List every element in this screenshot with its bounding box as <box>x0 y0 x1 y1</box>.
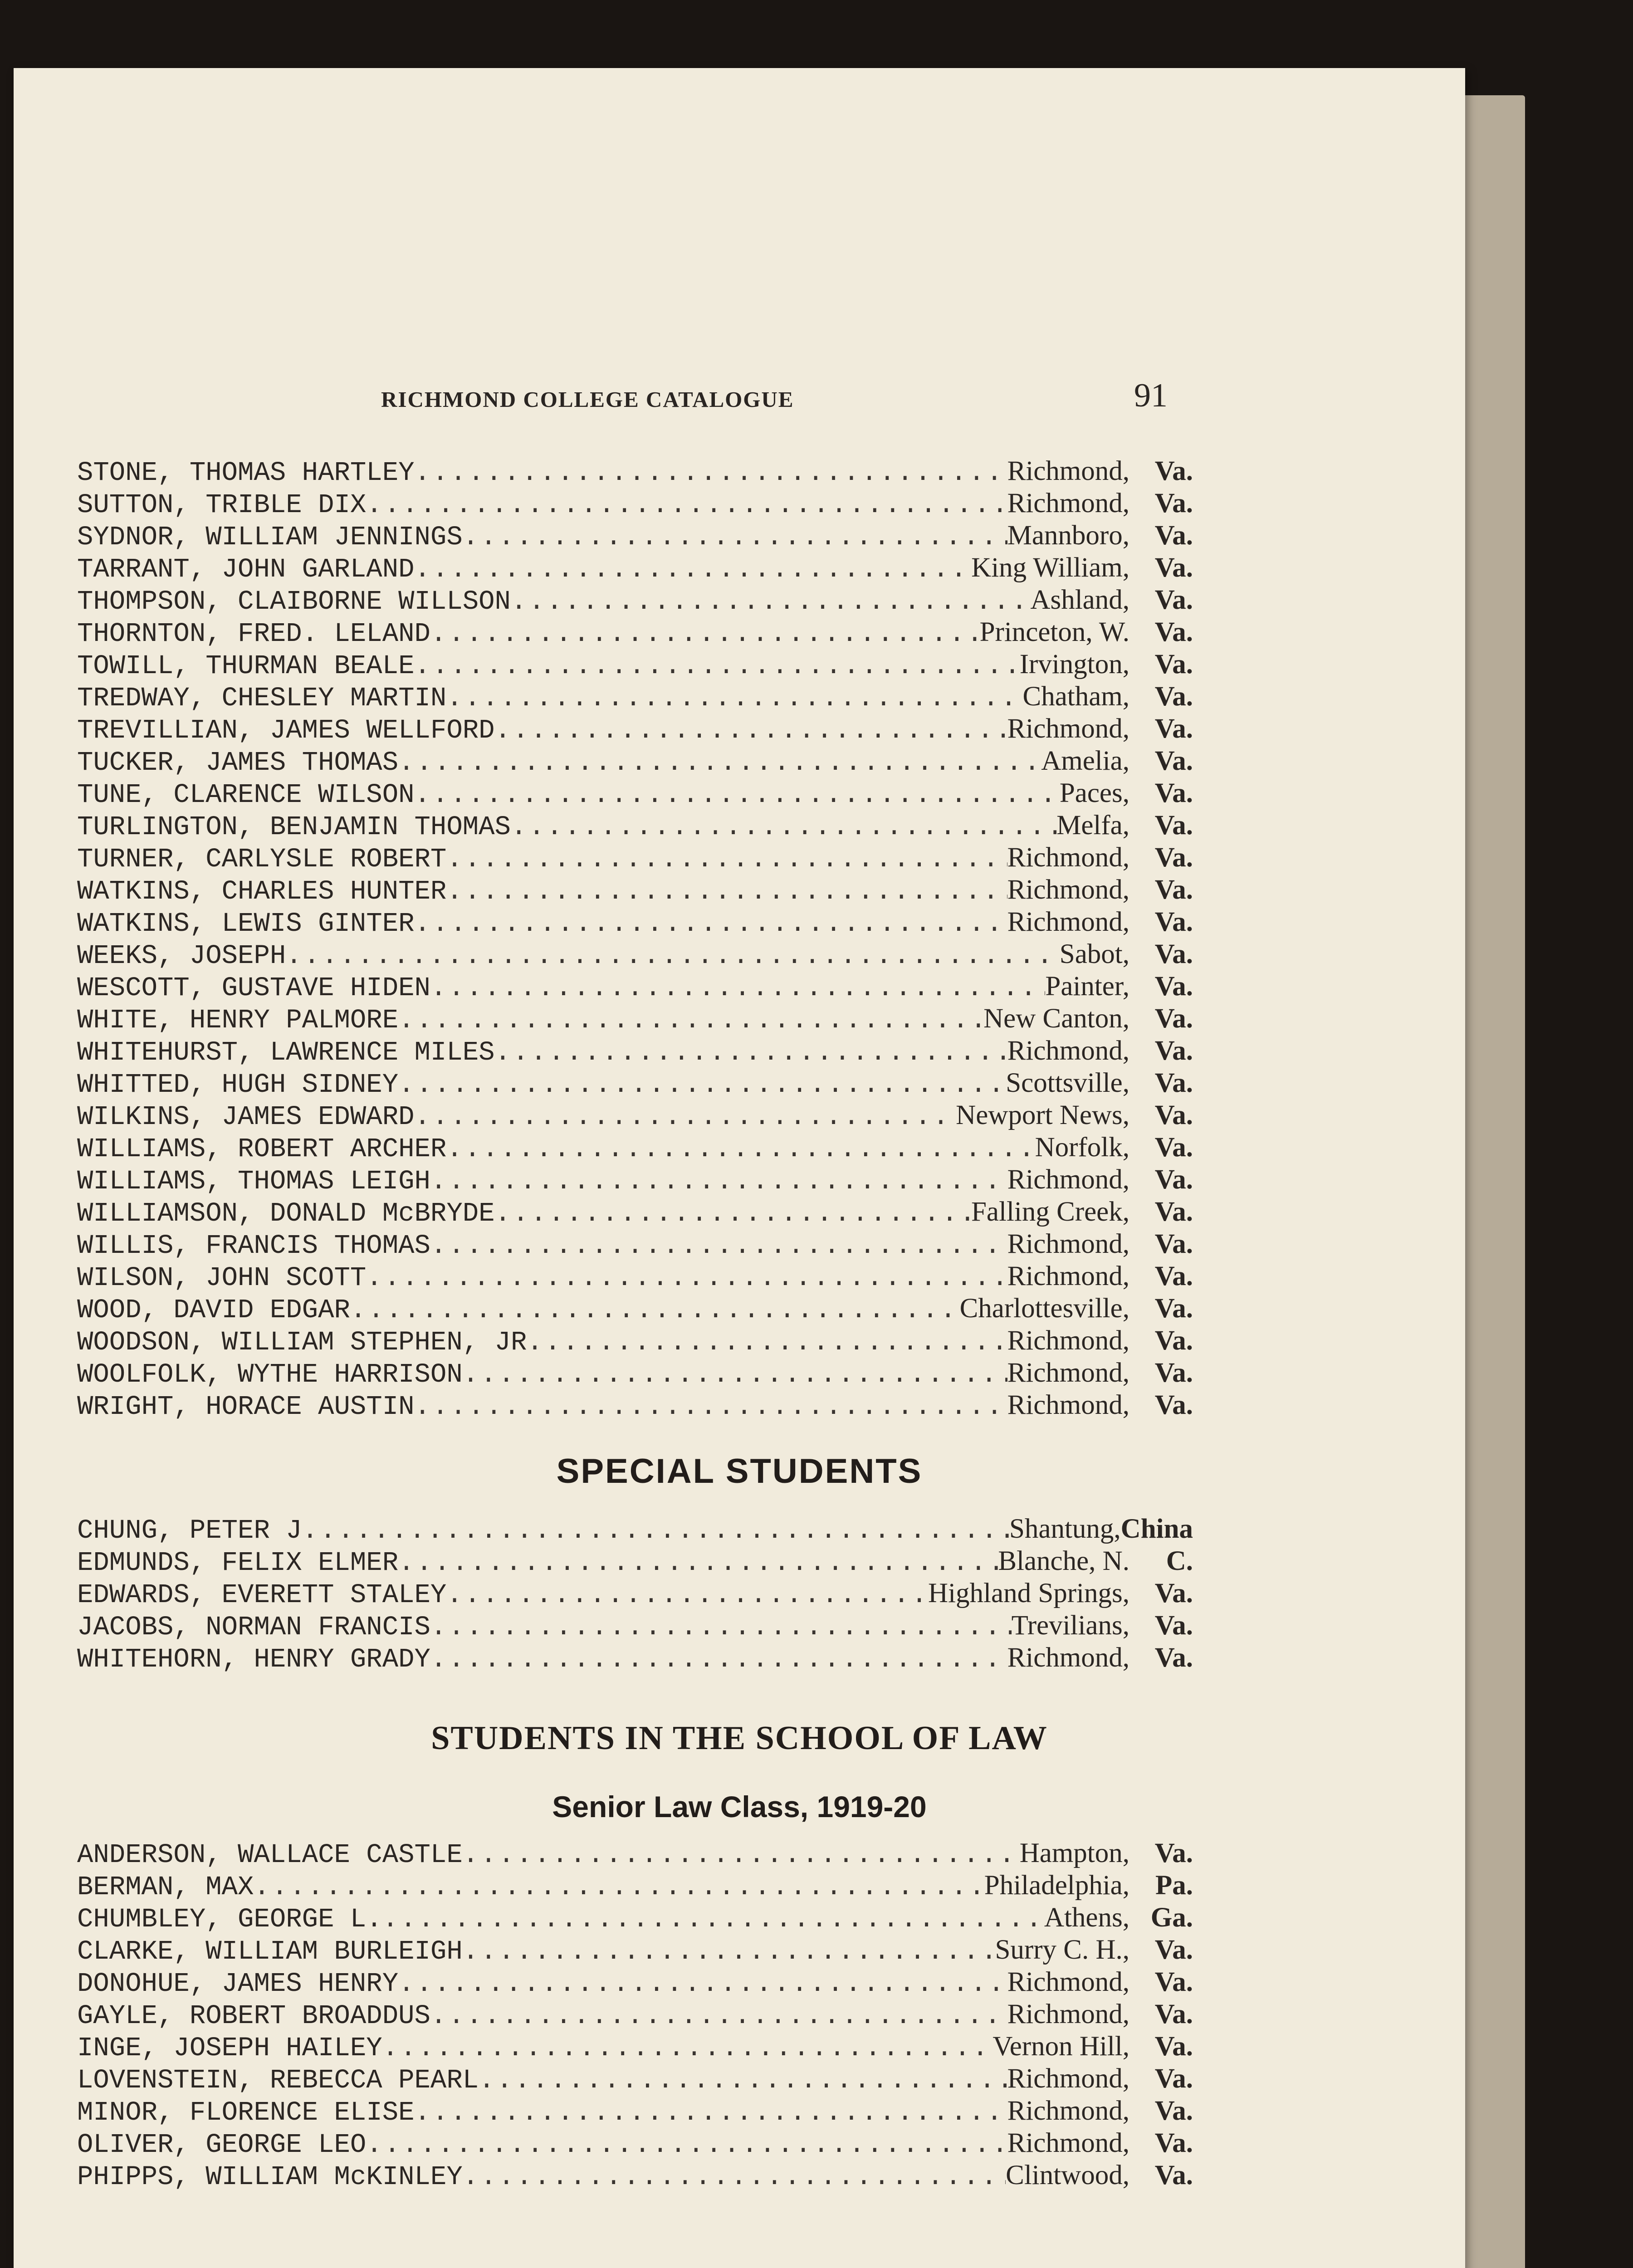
state-abbrev: Va. <box>1154 842 1193 873</box>
state-abbrev: Va. <box>1154 488 1193 518</box>
leader-dots <box>415 457 1007 487</box>
leader-dots <box>479 2064 1007 2095</box>
list-item <box>77 1067 1193 1099</box>
list-item <box>77 1260 1193 1292</box>
leader-dots <box>382 2032 993 2063</box>
place-name: Princeton, W. <box>979 617 1129 647</box>
leader-dots <box>527 1326 1007 1357</box>
state-abbrev: Va. <box>1154 1610 1193 1641</box>
catalogue-page <box>14 68 1465 2268</box>
leader-dots <box>495 1036 1007 1067</box>
leader-dots <box>398 1004 983 1035</box>
list-item <box>77 2063 1193 2095</box>
state-abbrev: Va. <box>1154 1358 1193 1388</box>
leader-dots <box>495 1198 971 1228</box>
place-name: Scottsville, <box>1006 1068 1129 1098</box>
special-student-list <box>77 1513 1193 1674</box>
student-name: TUNE, CLARENCE WILSON <box>77 780 415 809</box>
list-item <box>77 2095 1193 2127</box>
leader-dots <box>446 1579 928 1609</box>
list-item <box>77 455 1193 487</box>
leader-dots <box>415 779 1060 809</box>
list-item <box>77 2159 1193 2191</box>
student-name: TOWILL, THURMAN BEALE <box>77 651 415 680</box>
state-abbrev: Va. <box>1154 552 1193 583</box>
place-name: Highland Springs, <box>928 1578 1129 1608</box>
place-name: Richmond, <box>1007 1358 1129 1388</box>
state-abbrev: Va. <box>1154 1197 1193 1227</box>
student-name: WILLIAMSON, DONALD McBRYDE <box>77 1198 495 1228</box>
state-abbrev: C. <box>1166 1546 1193 1576</box>
student-name: CHUMBLEY, GEORGE L. <box>77 1904 382 1934</box>
state-abbrev: Va. <box>1154 1164 1193 1195</box>
list-item <box>77 938 1193 970</box>
place-name: Richmond, <box>1007 714 1129 744</box>
place-name: Vernon Hill, <box>993 2031 1129 2062</box>
place-name: Trevilians, <box>1011 1610 1129 1641</box>
leader-dots <box>430 1165 1007 1196</box>
state-abbrev: Va. <box>1154 1935 1193 1965</box>
state-abbrev: Va. <box>1154 2096 1193 2126</box>
state-abbrev: Va. <box>1154 2160 1193 2190</box>
student-name: WHITTED, HUGH SIDNEY <box>77 1070 399 1099</box>
list-item <box>77 1228 1193 1260</box>
list-item <box>77 809 1193 841</box>
state-abbrev: Va. <box>1154 1003 1193 1034</box>
state-abbrev: Va. <box>1154 939 1193 969</box>
leader-dots <box>398 1069 1006 1099</box>
leader-dots <box>366 489 1007 519</box>
student-name: WHITEHORN, HENRY GRADY <box>77 1644 430 1674</box>
list-item <box>77 1901 1193 1934</box>
place-name: Blanche, N. <box>998 1546 1129 1576</box>
list-item <box>77 616 1193 648</box>
list-item <box>77 1513 1193 1545</box>
list-item <box>77 1545 1193 1577</box>
student-name: WATKINS, LEWIS GINTER <box>77 909 415 938</box>
place-name: Richmond, <box>1007 2063 1129 2094</box>
student-name: SUTTON, TRIBLE DIX <box>77 490 367 519</box>
list-item <box>77 1002 1193 1035</box>
state-abbrev: Va. <box>1154 520 1193 551</box>
place-name: Richmond, <box>1007 2128 1129 2158</box>
place-name: Sabot, <box>1059 939 1129 969</box>
student-name: BERMAN, MAX <box>77 1872 254 1901</box>
law-student-list <box>77 1837 1193 2191</box>
state-abbrev: Va. <box>1154 1261 1193 1291</box>
leader-dots <box>495 714 1007 745</box>
state-abbrev: Va. <box>1154 585 1193 615</box>
place-name: Melfa, <box>1056 810 1129 841</box>
student-list <box>77 455 1193 1421</box>
state-abbrev: Va. <box>1154 1036 1193 1066</box>
state-abbrev: Va. <box>1154 1132 1193 1163</box>
place-name: Norfolk, <box>1035 1132 1129 1163</box>
place-name: Richmond, <box>1007 1325 1129 1356</box>
student-name: WILLIAMS, ROBERT ARCHER <box>77 1134 447 1163</box>
place-name: Mannboro, <box>1007 520 1129 551</box>
state-abbrev: Va. <box>1154 1068 1193 1098</box>
student-name: WILSON, JOHN SCOTT <box>77 1263 367 1292</box>
place-name: Amelia, <box>1041 746 1129 776</box>
list-item <box>77 777 1193 809</box>
list-item <box>77 2127 1193 2159</box>
list-item <box>77 713 1193 745</box>
leader-dots <box>398 1547 998 1577</box>
student-name: LOVENSTEIN, REBECCA PEARL <box>77 2065 479 2095</box>
student-name: ANDERSON, WALLACE CASTLE <box>77 1840 463 1869</box>
state-abbrev: Va. <box>1154 1838 1193 1868</box>
place-name: Richmond, <box>1007 1261 1129 1291</box>
leader-dots <box>430 1230 1007 1260</box>
list-item <box>77 745 1193 777</box>
place-name: Richmond, <box>1007 1999 1129 2029</box>
place-name: Richmond, <box>1007 1642 1129 1673</box>
place-name: Philadelphia, <box>984 1870 1129 1901</box>
state-abbrev: Va. <box>1154 2128 1193 2158</box>
place-name: Richmond, <box>1007 1164 1129 1195</box>
place-name: Richmond, <box>1007 1967 1129 1997</box>
student-name: THORNTON, FRED. LELAND <box>77 619 430 648</box>
list-item <box>77 1642 1193 1674</box>
place-name: Richmond, <box>1007 907 1129 937</box>
list-item <box>77 2030 1193 2063</box>
state-abbrev: Va. <box>1154 2031 1193 2062</box>
student-name: WILKINS, JAMES EDWARD <box>77 1102 415 1131</box>
list-item <box>77 1099 1193 1131</box>
list-item <box>77 1577 1193 1609</box>
state-abbrev: China <box>1120 1514 1193 1544</box>
list-item <box>77 1325 1193 1357</box>
law-school-heading: STUDENTS IN THE SCHOOL OF LAW <box>431 1720 1048 1757</box>
list-item <box>77 680 1193 713</box>
place-name: Richmond, <box>1007 1036 1129 1066</box>
state-abbrev: Va. <box>1154 1999 1193 2029</box>
leader-dots <box>350 1294 960 1325</box>
list-item <box>77 1131 1193 1163</box>
state-abbrev: Va. <box>1154 907 1193 937</box>
student-name: EDMUNDS, FELIX ELMER <box>77 1548 399 1577</box>
list-item <box>77 1389 1193 1421</box>
place-name: Richmond, <box>1007 488 1129 518</box>
leader-dots <box>398 1968 1007 1998</box>
student-name: WILLIAMS, THOMAS LEIGH <box>77 1166 430 1196</box>
list-item <box>77 1837 1193 1869</box>
state-abbrev: Va. <box>1154 971 1193 1002</box>
list-item <box>77 841 1193 874</box>
place-name: Ashland, <box>1030 585 1129 615</box>
leader-dots <box>511 586 1030 616</box>
list-item <box>77 584 1193 616</box>
student-name: CLARKE, WILLIAM BURLEIGH <box>77 1936 463 1966</box>
state-abbrev: Va. <box>1154 746 1193 776</box>
list-item <box>77 970 1193 1002</box>
place-name: Richmond, <box>1007 842 1129 873</box>
place-name: Falling Creek, <box>971 1197 1129 1227</box>
leader-dots <box>430 1643 1007 1674</box>
student-name: OLIVER, GEORGE LEO <box>77 2130 367 2159</box>
list-item <box>77 874 1193 906</box>
list-item <box>77 1998 1193 2030</box>
leader-dots <box>463 521 1007 552</box>
place-name: Athens, <box>1044 1902 1129 1933</box>
leader-dots <box>446 875 1007 906</box>
leader-dots <box>511 811 1056 841</box>
state-abbrev: Va. <box>1154 1390 1193 1420</box>
student-name: WOOLFOLK, WYTHE HARRISON <box>77 1359 463 1389</box>
student-name: PHIPPS, WILLIAM McKINLEY <box>77 2162 463 2191</box>
student-name: THOMPSON, CLAIBORNE WILLSON <box>77 587 511 616</box>
list-item <box>77 487 1193 519</box>
leader-dots <box>446 682 1022 713</box>
place-name: Irvington, <box>1019 649 1129 679</box>
list-item <box>77 1966 1193 1998</box>
state-abbrev: Va. <box>1154 778 1193 808</box>
page-number: 91 <box>1134 377 1168 414</box>
place-name: Chatham, <box>1022 681 1129 712</box>
student-name: TREDWAY, CHESLEY MARTIN <box>77 683 447 713</box>
state-abbrev: Va. <box>1154 1293 1193 1324</box>
state-abbrev: Va. <box>1154 456 1193 486</box>
state-abbrev: Va. <box>1154 1967 1193 1997</box>
place-name: Richmond, <box>1007 456 1129 486</box>
list-item <box>77 1035 1193 1067</box>
leader-dots <box>286 940 1060 970</box>
student-name: WHITE, HENRY PALMORE <box>77 1005 399 1035</box>
state-abbrev: Va. <box>1154 681 1193 712</box>
list-item <box>77 1609 1193 1642</box>
student-name: TURNER, CARLYSLE ROBERT <box>77 844 447 874</box>
student-name: WATKINS, CHARLES HUNTER <box>77 876 447 906</box>
student-name: WESCOTT, GUSTAVE HIDEN <box>77 973 430 1002</box>
place-name: Hampton, <box>1019 1838 1129 1868</box>
student-name: EDWARDS, EVERETT STALEY <box>77 1580 447 1609</box>
leader-dots <box>415 1391 1007 1421</box>
leader-dots <box>446 1133 1035 1163</box>
leader-dots <box>430 1611 1012 1642</box>
student-name: WOOD, DAVID EDGAR <box>77 1295 350 1325</box>
student-name: WOODSON, WILLIAM STEPHEN, JR <box>77 1327 527 1357</box>
place-name: Shantung, <box>1009 1514 1121 1544</box>
place-name: Surry C. H., <box>995 1935 1129 1965</box>
state-abbrev: Va. <box>1154 714 1193 744</box>
student-name: TURLINGTON, BENJAMIN THOMAS <box>77 812 511 841</box>
student-name: TUCKER, JAMES THOMAS <box>77 748 399 777</box>
leader-dots <box>430 2000 1007 2030</box>
student-name: TREVILLIAN, JAMES WELLFORD <box>77 715 495 745</box>
state-abbrev: Va. <box>1154 1325 1193 1356</box>
leader-dots <box>415 2097 1007 2127</box>
place-name: Richmond, <box>1007 2096 1129 2126</box>
leader-dots <box>366 2129 1007 2159</box>
leader-dots <box>366 1262 1007 1292</box>
list-item <box>77 552 1193 584</box>
leader-dots <box>382 1903 1044 1934</box>
leader-dots <box>463 1359 1007 1389</box>
place-name: Charlottesville, <box>959 1293 1129 1324</box>
leader-dots <box>415 1101 956 1131</box>
state-abbrev: Va. <box>1154 649 1193 679</box>
list-item <box>77 519 1193 552</box>
leader-dots <box>446 843 1007 874</box>
state-abbrev: Va. <box>1154 810 1193 841</box>
student-name: WEEKS, JOSEPH <box>77 941 286 970</box>
state-abbrev: Pa. <box>1155 1870 1193 1901</box>
student-name: WILLIS, FRANCIS THOMAS <box>77 1231 430 1260</box>
leader-dots <box>463 2161 1006 2191</box>
list-item <box>77 1357 1193 1389</box>
student-name: MINOR, FLORENCE ELISE <box>77 2097 415 2127</box>
student-name: GAYLE, ROBERT BROADDUS <box>77 2001 430 2030</box>
leader-dots <box>463 1936 995 1966</box>
list-item <box>77 1934 1193 1966</box>
list-item <box>77 906 1193 938</box>
state-abbrev: Va. <box>1154 1578 1193 1608</box>
leader-dots <box>430 972 1045 1002</box>
special-students-heading: SPECIAL STUDENTS <box>556 1452 923 1491</box>
leader-dots <box>415 908 1007 938</box>
list-item <box>77 1196 1193 1228</box>
place-name: King William, <box>971 552 1129 583</box>
state-abbrev: Va. <box>1154 875 1193 905</box>
student-name: SYDNOR, WILLIAM JENNINGS <box>77 522 463 552</box>
place-name: Newport News, <box>956 1100 1129 1130</box>
list-item <box>77 648 1193 680</box>
state-abbrev: Ga. <box>1150 1902 1193 1933</box>
place-name: Paces, <box>1059 778 1129 808</box>
leader-dots <box>254 1871 984 1901</box>
leader-dots <box>415 553 972 584</box>
list-item <box>77 1163 1193 1196</box>
place-name: Richmond, <box>1007 1229 1129 1259</box>
student-name: INGE, JOSEPH HAILEY <box>77 2033 382 2063</box>
leader-dots <box>463 1839 1020 1869</box>
leader-dots <box>302 1515 1009 1545</box>
state-abbrev: Va. <box>1154 1642 1193 1673</box>
place-name: Richmond, <box>1007 875 1129 905</box>
leader-dots <box>398 747 1041 777</box>
list-item <box>77 1869 1193 1901</box>
running-head: RICHMOND COLLEGE CATALOGUE <box>381 387 794 412</box>
list-item <box>77 1292 1193 1325</box>
place-name: New Canton, <box>983 1003 1129 1034</box>
state-abbrev: Va. <box>1154 1229 1193 1259</box>
leader-dots <box>415 650 1020 680</box>
student-name: WRIGHT, HORACE AUSTIN <box>77 1392 415 1421</box>
place-name: Painter, <box>1045 971 1129 1002</box>
leader-dots <box>430 618 980 648</box>
senior-law-class-subheading: Senior Law Class, 1919-20 <box>552 1790 927 1823</box>
student-name: TARRANT, JOHN GARLAND <box>77 554 415 584</box>
state-abbrev: Va. <box>1154 1100 1193 1130</box>
place-name: Clintwood, <box>1006 2160 1129 2190</box>
student-name: JACOBS, NORMAN FRANCIS <box>77 1612 430 1642</box>
state-abbrev: Va. <box>1154 617 1193 647</box>
student-name: STONE, THOMAS HARTLEY <box>77 458 415 487</box>
student-name: CHUNG, PETER J <box>77 1515 302 1545</box>
student-name: WHITEHURST, LAWRENCE MILES <box>77 1037 495 1067</box>
place-name: Richmond, <box>1007 1390 1129 1420</box>
student-name: DONOHUE, JAMES HENRY <box>77 1969 399 1998</box>
state-abbrev: Va. <box>1154 2063 1193 2094</box>
